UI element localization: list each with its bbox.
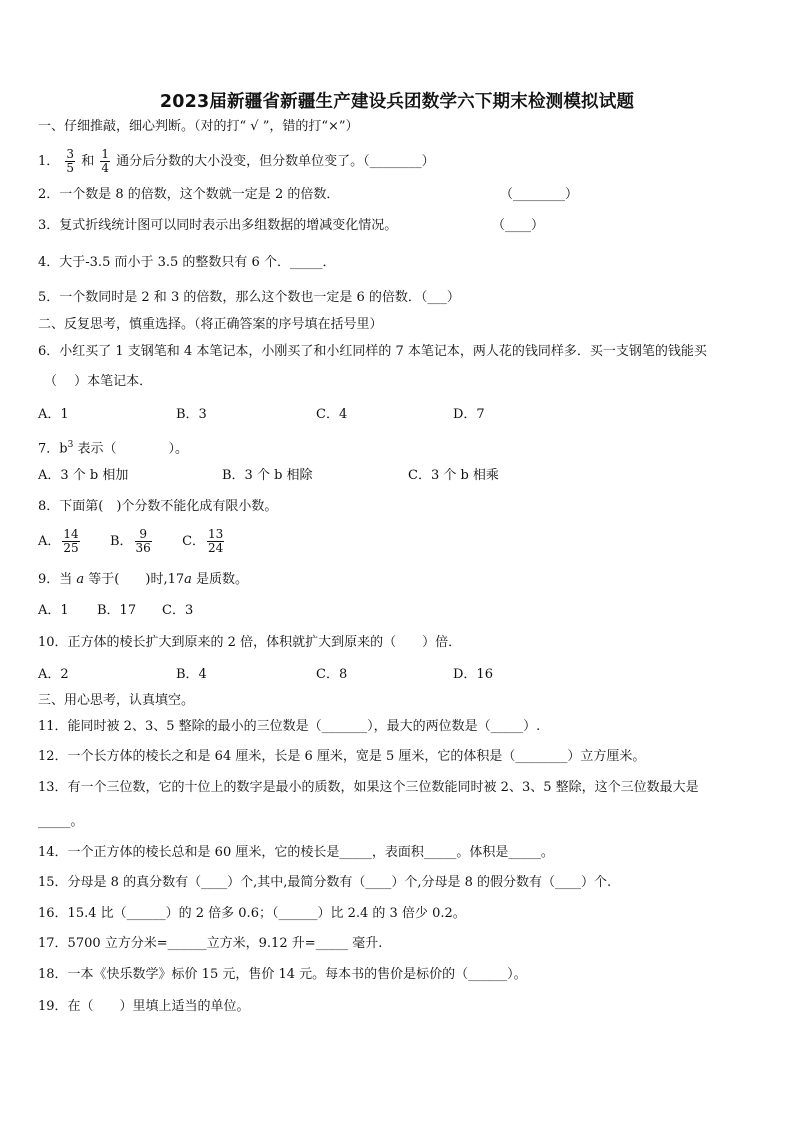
question-8-option-c[interactable]: C． $\frac{13}{24}$ (182, 527, 224, 555)
question-3-text: 3．复式折线统计图可以同时表示出多组数据的增减变化情况。 (38, 218, 398, 233)
question-8-option-b[interactable]: B． $\frac{9}{36}$ (109, 527, 151, 555)
fraction-3-5: $\frac{3}{5}$ (66, 147, 75, 175)
question-14-text: 14．一个正方体的棱长总和是 60 厘米，它的棱长是_____，表面积_____。体积是_____。 (38, 845, 554, 860)
question-12-text: 12．一个长方体的棱长之和是 64 厘米，长是 6 厘米，宽是 5 厘米，它的体积是（________）立方厘米。 (38, 749, 646, 764)
section-3-heading: 三、用心思考，认真填空。 (38, 693, 195, 708)
question-1-number: 1． (38, 154, 60, 169)
question-15-text: 15．分母是 8 的真分数有（____）个,其中,最简分数有（____）个,分母是 8 的假分数有（____）个. (38, 875, 612, 890)
question-1-text: 通分后分数的大小没变，但分数单位变了。（________） (116, 154, 435, 169)
fraction-14-25: $\frac{14}{25}$ (63, 527, 79, 555)
question-18-text: 18．一本《快乐数学》标价 15 元，售价 14 元。每本书的售价是标价的（______）。 (38, 967, 527, 982)
question-13-line-1: 13．有一个三位数，它的十位上的数字是最小的质数，如果这个三位数能同时被 2、3、5 整除，这个三位数最大是 (38, 780, 699, 795)
question-9: 9．当 a 等于( )时,17a 是质数。 (38, 572, 249, 587)
question-1: 1． $\frac{3}{5}$ 和 $\frac{1}{4}$ 通分后分数的大小没变，但分数单位变了。（________） (38, 147, 435, 175)
question-9-option-c[interactable]: C．3 (162, 603, 194, 618)
fraction-1-4: $\frac{1}{4}$ (101, 147, 109, 175)
question-5-text: 5．一个数同时是 2 和 3 的倍数，那么这个数也一定是 6 的倍数．（___） (38, 290, 460, 305)
fraction-9-36: $\frac{9}{36}$ (135, 527, 151, 555)
question-9-option-b[interactable]: B．17 (97, 603, 137, 618)
question-7: 7．$b^3$ 表示（ ）。 (38, 440, 188, 457)
question-3-answer-blank[interactable]: （____） (492, 218, 545, 233)
question-11-text: 11．能同时被 2、3、5 整除的最小的三位数是（_______），最大的两位数是（_____）. (38, 719, 541, 734)
question-10-option-d[interactable]: D．16 (453, 667, 493, 682)
question-2-text: 2．一个数是 8 的倍数，这个数就一定是 2 的倍数． (38, 187, 340, 202)
question-6-option-d[interactable]: D．7 (453, 407, 485, 422)
question-6-line-1: 6．小红买了 1 支钢笔和 4 本笔记本，小刚买了和小红同样的 7 本笔记本，两人花的钱同样多．买一支钢笔的钱能买 (38, 344, 707, 359)
question-8-text: 8．下面第( )个分数不能化成有限小数。 (38, 499, 278, 514)
question-10-option-b[interactable]: B．4 (176, 667, 207, 682)
question-7-option-b[interactable]: B．3 个 b 相除 (222, 468, 313, 483)
question-10-text: 10．正方体的棱长扩大到原来的 2 倍，体积就扩大到原来的（ ）倍． (38, 635, 462, 650)
question-10-option-a[interactable]: A．2 (38, 667, 69, 682)
section-2-heading: 二、反复思考，慎重选择。（将正确答案的序号填在括号里） (38, 317, 383, 332)
question-7-option-c[interactable]: C．3 个 b 相乘 (408, 468, 499, 483)
question-6-option-b[interactable]: B．3 (176, 407, 207, 422)
question-16-text: 16．15.4 比（______）的 2 倍多 0.6；（______）比 2.4 的 3 倍少 0.2。 (38, 906, 466, 921)
question-19-text: 19．在（ ）里填上适当的单位。 (38, 999, 250, 1014)
question-17-text: 17．5700 立方分米=______立方米，9.12 升=_____ 毫升. (38, 936, 383, 951)
section-1-heading: 一、仔细推敲，细心判断。（对的打“ √ ”，错的打“×”） (38, 119, 359, 134)
question-9-option-a[interactable]: A．1 (38, 603, 69, 618)
question-10-option-c[interactable]: C．8 (316, 667, 348, 682)
question-6-line-2: （ ）本笔记本． (44, 374, 153, 389)
question-6-option-a[interactable]: A．1 (38, 407, 69, 422)
question-2-answer-blank[interactable]: （________） (500, 187, 579, 202)
question-13-line-2: _____。 (38, 814, 84, 829)
question-8-options (38, 528, 226, 555)
question-6-option-c[interactable]: C．4 (316, 407, 348, 422)
fraction-13-24: $\frac{13}{24}$ (208, 527, 224, 555)
question-7-option-a[interactable]: A．3 个 b 相加 (38, 468, 129, 483)
page-title: 2023届新疆省新疆生产建设兵团数学六下期末检测模拟试题 (159, 92, 635, 112)
question-8-option-a[interactable]: A． $\frac{14}{25}$ (38, 527, 79, 555)
question-4-text: 4．大于-3.5 而小于 3.5 的整数只有 6 个．_____． (38, 255, 336, 270)
